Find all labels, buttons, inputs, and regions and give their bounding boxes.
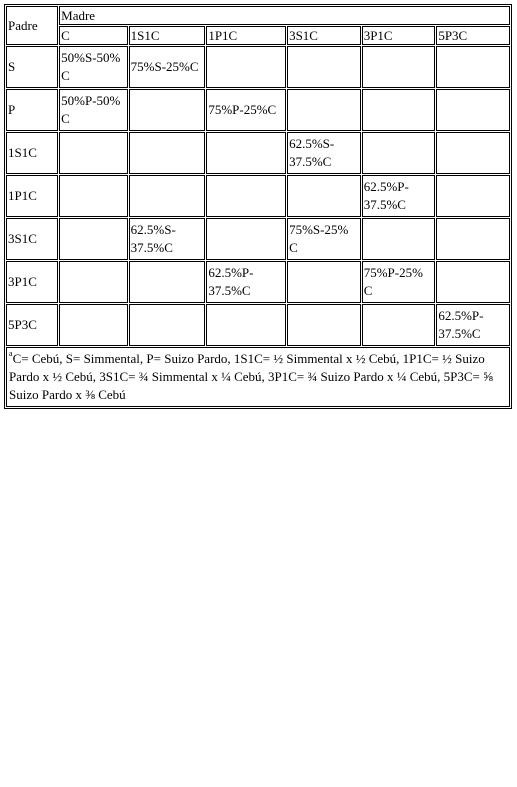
table-cell	[287, 89, 361, 131]
column-header: 1P1C	[206, 26, 286, 45]
table-cell	[436, 218, 510, 260]
table-cell: 50%S-50% C	[59, 46, 128, 88]
table-cell	[287, 304, 361, 346]
padre-header: Padre	[6, 6, 58, 45]
table-cell	[436, 89, 510, 131]
table-cell: 50%P-50% C	[59, 89, 128, 131]
table-cell	[287, 261, 361, 303]
table-cell	[206, 46, 286, 88]
madre-header: Madre	[59, 6, 510, 25]
table-cell	[129, 175, 206, 217]
table-row	[6, 261, 510, 303]
table-cell: 62.5%P-37.5%C	[206, 261, 286, 303]
table-cell	[362, 89, 436, 131]
row-header: 1P1C	[6, 175, 58, 217]
table-cell	[129, 132, 206, 174]
table-cell	[362, 304, 436, 346]
table-cell	[59, 132, 128, 174]
table-cell	[206, 218, 286, 260]
table-cell	[129, 89, 206, 131]
table-row	[6, 89, 510, 131]
table-cell: 75%S-25%C	[129, 46, 206, 88]
table-cell: 62.5%P-37.5%C	[436, 304, 510, 346]
row-header: S	[6, 46, 58, 88]
table-cell	[287, 46, 361, 88]
crossbreeding-table	[4, 4, 512, 409]
table-row	[6, 132, 510, 174]
table-cell	[362, 132, 436, 174]
row-header: 1S1C	[6, 132, 58, 174]
table-cell	[206, 304, 286, 346]
table-cell	[287, 175, 361, 217]
table-cell	[129, 304, 206, 346]
table-cell	[59, 304, 128, 346]
column-header: C	[59, 26, 128, 45]
table-cell	[436, 46, 510, 88]
table-cell: 62.5%P-37.5%C	[362, 175, 436, 217]
table-cell: 62.5%S-37.5%C	[129, 218, 206, 260]
table-cell	[129, 261, 206, 303]
table-cell: 62.5%S-37.5%C	[287, 132, 361, 174]
table-footnote	[6, 347, 510, 407]
table-row	[6, 218, 510, 260]
table-cell: 75%P-25%C	[206, 89, 286, 131]
table-cell	[59, 218, 128, 260]
footnote-marker: a	[9, 348, 13, 358]
table-cell	[362, 46, 436, 88]
column-header: 3S1C	[287, 26, 361, 45]
table-cell	[436, 175, 510, 217]
table-cell	[436, 261, 510, 303]
table-row	[6, 175, 510, 217]
footnote-text: C= Cebú, S= Simmental, P= Suizo Pardo, 1S1C= ½ Simmental x ½ Cebú, 1P1C= ½ Suizo Pardo x ½ Cebú, 3S1C= ¾ Simmental x ¼ Cebú, 3P1C= ¾ Suizo Pardo x ¼ Cebú, 5P3C= ⅝ Suizo Pardo x ⅜ Cebú	[9, 351, 493, 402]
table-cell	[206, 132, 286, 174]
row-header: 5P3C	[6, 304, 58, 346]
table-cell: 75%P-25% C	[362, 261, 436, 303]
column-header: 5P3C	[436, 26, 510, 45]
table-cell	[436, 132, 510, 174]
row-header: P	[6, 89, 58, 131]
table-row	[6, 304, 510, 346]
row-header: 3P1C	[6, 261, 58, 303]
table-cell	[59, 175, 128, 217]
table-row	[6, 46, 510, 88]
column-header: 3P1C	[362, 26, 436, 45]
table-cell	[59, 261, 128, 303]
table-cell: 75%S-25% C	[287, 218, 361, 260]
row-header: 3S1C	[6, 218, 58, 260]
column-header: 1S1C	[129, 26, 206, 45]
table-cell	[362, 218, 436, 260]
table-cell	[206, 175, 286, 217]
